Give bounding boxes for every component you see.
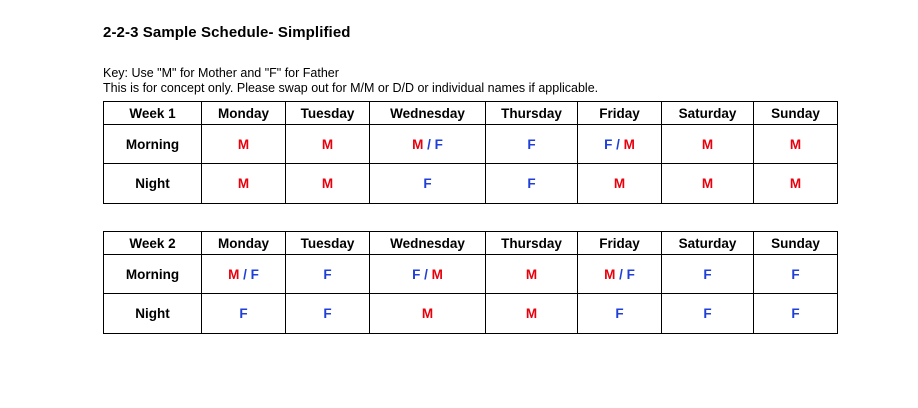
- table-row: [104, 255, 838, 294]
- cell-week1-morning-friday: F / M: [578, 125, 662, 164]
- cell-week2-morning-friday: M / F: [578, 255, 662, 294]
- cell-week1-night-saturday: M: [662, 164, 754, 204]
- cell-week1-night-friday: M: [578, 164, 662, 204]
- table-row: [104, 294, 838, 334]
- header-friday: Friday: [578, 232, 662, 255]
- cell-week2-morning-monday: M / F: [202, 255, 286, 294]
- header-saturday: Saturday: [662, 232, 754, 255]
- table-header-row: [104, 232, 838, 255]
- header-thursday: Thursday: [486, 232, 578, 255]
- page-title: 2-2-3 Sample Schedule- Simplified: [103, 24, 351, 41]
- key-line-1: Key: Use "M" for Mother and "F" for Father: [103, 66, 339, 80]
- cell-week1-morning-saturday: M: [662, 125, 754, 164]
- cell-week1-morning-monday: M: [202, 125, 286, 164]
- cell-week1-morning-thursday: F: [486, 125, 578, 164]
- schedule-table-week-1: [103, 101, 838, 204]
- header-week: Week 2: [104, 232, 202, 255]
- cell-week1-morning-sunday: M: [754, 125, 838, 164]
- row-label-morning: Morning: [104, 255, 202, 294]
- cell-week2-night-tuesday: F: [286, 294, 370, 334]
- cell-week2-morning-thursday: M: [486, 255, 578, 294]
- cell-week2-night-sunday: F: [754, 294, 838, 334]
- key-legend: [103, 66, 838, 96]
- cell-week2-night-thursday: M: [486, 294, 578, 334]
- cell-week1-night-thursday: F: [486, 164, 578, 204]
- schedule-table-week-2: [103, 231, 838, 334]
- cell-week2-night-monday: F: [202, 294, 286, 334]
- table-row: [104, 125, 838, 164]
- cell-week1-night-tuesday: M: [286, 164, 370, 204]
- header-monday: Monday: [202, 102, 286, 125]
- header-wednesday: Wednesday: [370, 102, 486, 125]
- key-line-2: This is for concept only. Please swap out for M/M or D/D or individual names if applicable.: [103, 81, 599, 95]
- header-thursday: Thursday: [486, 102, 578, 125]
- header-week: Week 1: [104, 102, 202, 125]
- cell-week2-night-saturday: F: [662, 294, 754, 334]
- row-label-morning: Morning: [104, 125, 202, 164]
- cell-week2-night-wednesday: M: [370, 294, 486, 334]
- table-row: [104, 164, 838, 204]
- row-label-night: Night: [104, 164, 202, 204]
- cell-week2-morning-sunday: F: [754, 255, 838, 294]
- header-sunday: Sunday: [754, 232, 838, 255]
- cell-week2-morning-wednesday: F / M: [370, 255, 486, 294]
- cell-week2-night-friday: F: [578, 294, 662, 334]
- header-wednesday: Wednesday: [370, 232, 486, 255]
- cell-week1-morning-tuesday: M: [286, 125, 370, 164]
- header-tuesday: Tuesday: [286, 102, 370, 125]
- cell-week1-night-monday: M: [202, 164, 286, 204]
- table-header-row: [104, 102, 838, 125]
- cell-week1-night-sunday: M: [754, 164, 838, 204]
- row-label-night: Night: [104, 294, 202, 334]
- cell-week2-morning-saturday: F: [662, 255, 754, 294]
- header-tuesday: Tuesday: [286, 232, 370, 255]
- cell-week1-morning-wednesday: M / F: [370, 125, 486, 164]
- header-monday: Monday: [202, 232, 286, 255]
- header-saturday: Saturday: [662, 102, 754, 125]
- header-friday: Friday: [578, 102, 662, 125]
- cell-week1-night-wednesday: F: [370, 164, 486, 204]
- cell-week2-morning-tuesday: F: [286, 255, 370, 294]
- header-sunday: Sunday: [754, 102, 838, 125]
